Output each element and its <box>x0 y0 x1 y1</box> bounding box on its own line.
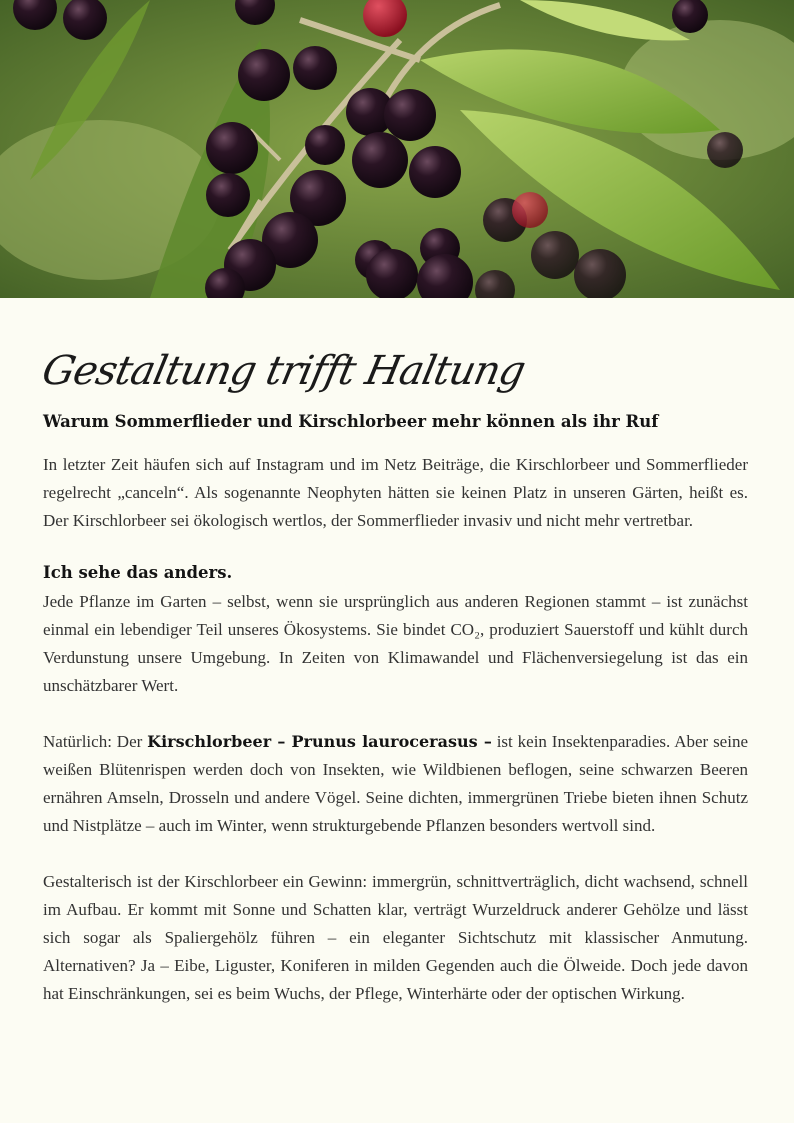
article <box>38 298 748 1008</box>
section-heading: Ich sehe das anders. <box>43 563 233 582</box>
article-subtitle: Warum Sommerflieder und Kirschlorbeer mehr können als ihr Ruf <box>43 412 659 431</box>
cherry-laurel-berries-photo <box>0 0 794 298</box>
paragraph-kirschlorbeer <box>43 728 748 840</box>
plant-name-bold: Kirschlorbeer – Prunus laurocerasus – <box>147 732 492 751</box>
paragraph-design: Gestalterisch ist der Kirschlorbeer ein Gewinn: immergrün, schnittverträglich, dicht wachsend, schnell im Aufbau. Er kommt mit Sonne und Schatten klar, verträgt Wurzeldruck anderer Gehölze und lässt sich sogar als Spaliergehölz führen – ein eleganter Sichtschutz mit klassischer Anmutung. Alternativen? Ja – Eibe, Liguster, Koniferen in milden Gegenden auch die Ölweide. Doch jede davon hat Einschränkungen, sei es beim Wuchs, der Pflege, Winterhärte oder der optischen Wirkung. <box>43 872 748 1003</box>
paragraph-ecosystem: Jede Pflanze im Garten – selbst, wenn sie ursprünglich aus anderen Regionen stammt – ist zunächst einmal ein lebendiger Teil unseres Ökosystems. Sie bindet CO₂, produziert Sauerstoff und kühlt durch Verdunstung unsere Umgebung. In Zeiten von Klimawandel und Flächenversiegelung ist das ein unschätzbarer Wert. <box>43 592 748 695</box>
paragraph-kirschlorbeer-rest: ist kein Insektenparadies. Aber seine weißen Blütenrispen werden doch von Insekten, wie Wildbienen beflogen, seine schwarzen Beeren ernähren Amseln, Drosseln und andere Vögel. Seine dichten, immergrünen Triebe bieten ihnen Schutz und Nistplätze – auch im Winter, wenn strukturgebende Pflanzen besonders wertvoll sind. <box>43 732 748 835</box>
page-title: Gestaltung trifft Haltung <box>38 348 529 394</box>
hero-photo <box>0 0 794 298</box>
paragraph-kirschlorbeer-intro: Natürlich: Der <box>43 732 148 751</box>
paragraph-intro: In letzter Zeit häufen sich auf Instagram und im Netz Beiträge, die Kirschlorbeer und Sommerflieder regelrecht „canceln“. Als sogenannte Neophyten hätten sie keinen Platz in unseren Gärten, heißt es. Der Kirschlorbeer sei ökologisch wertlos, der Sommerflieder invasiv und nicht mehr vertretbar. <box>43 455 748 530</box>
